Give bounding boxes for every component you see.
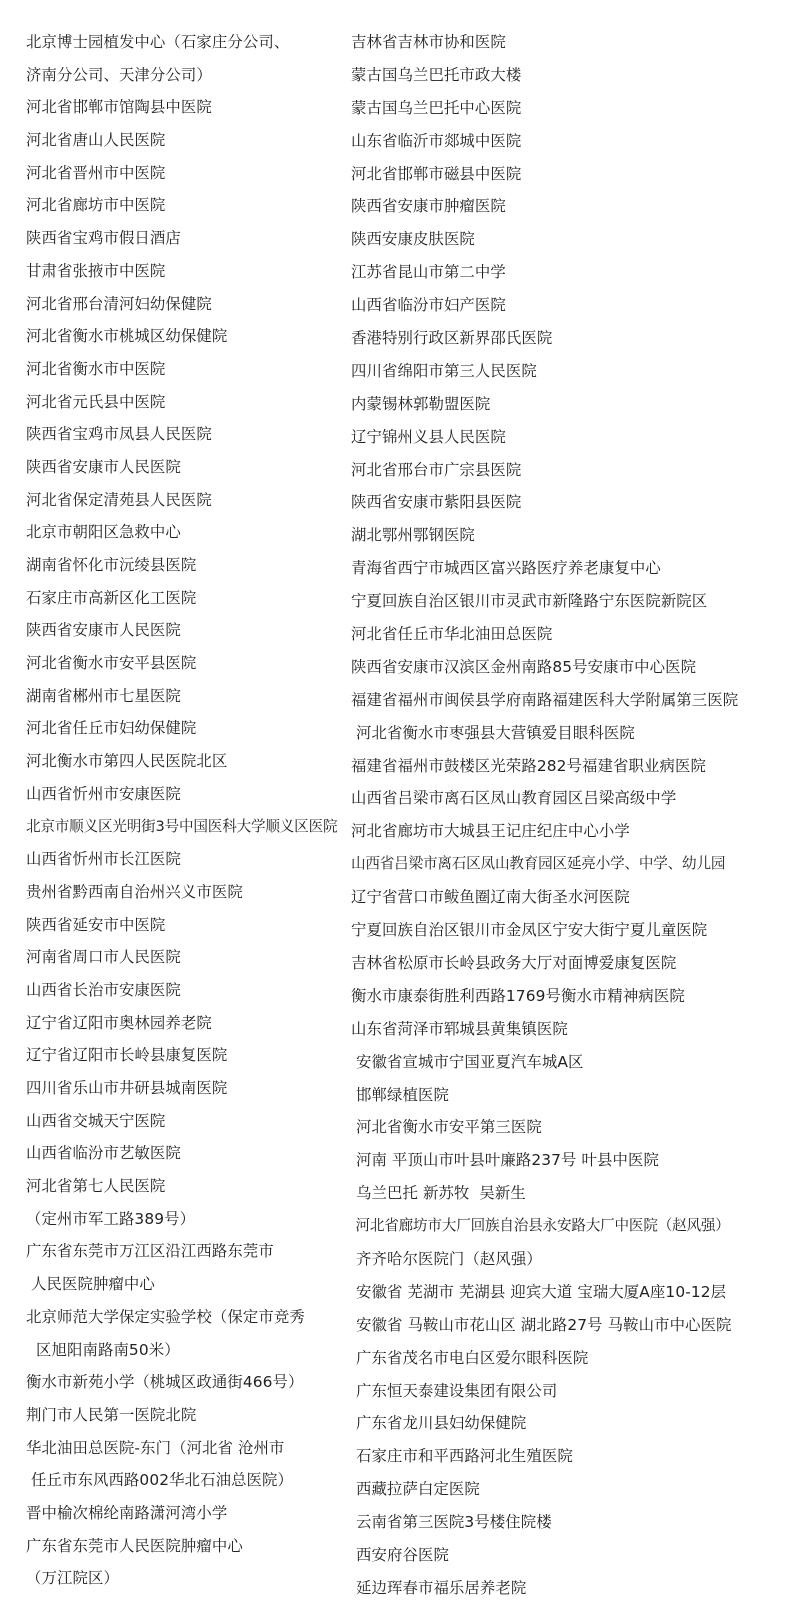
list-item: 福建省福州市鼓楼区光荣路282号福建省职业病医院: [351, 756, 706, 775]
list-item: 任丘市东风西路002华北石油总医院）: [26, 1471, 294, 1490]
list-item: 广东省东莞市万江区沿江西路东莞市: [26, 1242, 274, 1261]
list-item: 荆门市人民第一医院北院: [26, 1405, 197, 1424]
list-item: 蒙古国乌兰巴托市政大楼: [351, 65, 522, 84]
list-item: 河北衡水市第四人民医院北区: [26, 752, 228, 771]
list-item: 晋中榆次棉纶南路潇河湾小学: [26, 1503, 228, 1522]
list-item: 山西省忻州市安康医院: [26, 784, 181, 803]
list-item: 陕西安康皮肤医院: [351, 230, 475, 249]
list-item: 延边珲春市福乐居养老院: [351, 1578, 527, 1597]
list-item: 河北省邢台清河妇幼保健院: [26, 294, 212, 313]
list-item: 河北省邯郸市磁县中医院: [351, 164, 522, 183]
list-item: 陕西省安康市人民医院: [26, 457, 181, 476]
list-item: 石家庄市高新区化工医院: [26, 588, 197, 607]
list-item: 山西省临汾市妇产医院: [351, 296, 506, 315]
list-item: 陕西省宝鸡市凤县人民医院: [26, 425, 212, 444]
list-item: 衡水市新苑小学（桃城区政通街466号）: [26, 1373, 304, 1392]
list-item: 河北省任丘市妇幼保健院: [26, 719, 197, 738]
list-item: 蒙古国乌兰巴托中心医院: [351, 98, 522, 117]
list-item: 山西省吕梁市离石区凤山教育园区吕梁高级中学: [351, 789, 677, 808]
list-item: 甘肃省张掖市中医院: [26, 261, 166, 280]
list-item: 河北省唐山人民医院: [26, 131, 166, 150]
list-item: 陕西省延安市中医院: [26, 915, 166, 934]
list-item: 齐齐哈尔医院门（赵风强）: [351, 1249, 542, 1268]
list-item: 宁夏回族自治区银川市金凤区宁安大街宁夏儿童医院: [351, 921, 708, 940]
list-item: 河北省衡水市桃城区幼保健院: [26, 327, 228, 346]
list-item: 湖南省郴州市七星医院: [26, 686, 181, 705]
list-item: 山西省吕梁市离石区凤山教育园区延亮小学、中学、幼儿园: [351, 855, 726, 873]
list-item: 辽宁省辽阳市长岭县康复医院: [26, 1046, 228, 1065]
list-item: 北京市顺义区光明街3号中国医科大学顺义区医院: [26, 817, 338, 835]
list-item: 四川省乐山市井研县城南医院: [26, 1079, 228, 1097]
list-item: 安徽省 马鞍山市花山区 湖北路27号 马鞍山市中心医院: [351, 1315, 732, 1334]
list-item: 云南省第三医院3号楼住院楼: [351, 1513, 552, 1532]
list-item: 陕西省安康市紫阳县医院: [351, 493, 522, 512]
list-item: 河北省衡水市安平县医院: [26, 654, 197, 673]
list-item: 青海省西宁市城西区富兴路医疗养老康复中心: [351, 559, 661, 578]
list-item: 河北省保定清苑县人民医院: [26, 490, 212, 509]
list-item: 贵州省黔西南自治州兴义市医院: [26, 882, 243, 901]
list-item: 广东省东莞市人民医院肿瘤中心: [26, 1536, 243, 1555]
list-item: 河北省衡水市中医院: [26, 359, 166, 378]
list-item: 广东省龙川县妇幼保健院: [351, 1414, 527, 1433]
list-item: 河北省廊坊市大厂回族自治县永安路大厂中医院（赵风强）: [351, 1217, 730, 1235]
list-item: 乌兰巴托 新苏牧 吴新生: [351, 1184, 526, 1203]
list-item: 衡水市康泰街胜利西路1769号衡水市精神病医院: [351, 986, 685, 1005]
list-item: 安徽省宣城市宁国亚夏汽车城A区: [351, 1052, 584, 1071]
list-item: 北京师范大学保定实验学校（保定市竞秀: [26, 1307, 305, 1326]
list-item: 山东省菏泽市郓城县黄集镇医院: [351, 1019, 568, 1038]
list-item: 西安府谷医院: [351, 1545, 449, 1564]
list-item: 湖南省怀化市沅绫县医院: [26, 556, 197, 574]
list-item: 河北省廊坊市中医院: [26, 196, 166, 215]
list-item: 江苏省昆山市第二中学: [351, 263, 506, 282]
list-item: 河北省衡水市枣强县大营镇爱目眼科医院: [351, 723, 635, 742]
list-item: 山西省交城天宁医院: [26, 1111, 166, 1130]
list-item: 河北省邢台市广宗县医院: [351, 460, 522, 479]
list-item: 华北油田总医院-东门（河北省 沧州市: [26, 1438, 285, 1457]
list-item: 广东省茂名市电白区爱尔眼科医院: [351, 1348, 589, 1367]
list-item: 陕西省安康市人民医院: [26, 621, 181, 640]
list-item: 四川省绵阳市第三人民医院: [351, 361, 537, 380]
list-item: 山东省临沂市郯城中医院: [351, 131, 522, 150]
list-item: 河南 平顶山市叶县叶廉路237号 叶县中医院: [351, 1151, 659, 1170]
list-item: 陕西省安康市汉滨区金州南路85号安康市中心医院: [351, 657, 697, 676]
list-item: 宁夏回族自治区银川市灵武市新隆路宁东医院新院区: [351, 592, 708, 611]
list-item: 山西省临汾市艺敏医院: [26, 1144, 181, 1163]
list-item: 北京市朝阳区急救中心: [26, 523, 181, 542]
list-item: 湖北鄂州鄂钢医院: [351, 526, 475, 545]
list-item: 陕西省安康市肿瘤医院: [351, 197, 506, 216]
list-item: 辽宁锦州义县人民医院: [351, 427, 506, 446]
list-item: 安徽省 芜湖市 芜湖县 迎宾大道 宝瑞大厦A座10-12层: [351, 1282, 727, 1301]
list-item: 河北省元氏县中医院: [26, 392, 166, 411]
list-item: 吉林省吉林市协和医院: [351, 33, 506, 51]
list-item: 辽宁省营口市鲅鱼圈辽南大街圣水河医院: [351, 888, 630, 907]
list-item: 山西省长治市安康医院: [26, 980, 181, 999]
left-column: [26, 26, 336, 1595]
list-item: （定州市军工路389号）: [26, 1209, 196, 1228]
list-item: 河南省周口市人民医院: [26, 948, 181, 967]
list-item: 广东恒天泰建设集团有限公司: [351, 1381, 558, 1400]
list-item: 山西省忻州市长江医院: [26, 850, 181, 869]
list-item: 石家庄市和平西路河北生殖医院: [351, 1447, 573, 1466]
list-item: 香港特别行政区新界邵氏医院: [351, 329, 553, 348]
right-column: [351, 26, 796, 1605]
list-item: 河北省晋州市中医院: [26, 163, 166, 182]
list-item: 辽宁省辽阳市奥林园养老院: [26, 1013, 212, 1032]
list-item: 内蒙锡林郭勒盟医院: [351, 394, 491, 413]
list-item: 河北省任丘市华北油田总医院: [351, 625, 553, 644]
list-item: 邯郸绿植医院: [351, 1085, 449, 1104]
list-item: 西藏拉萨白定医院: [351, 1480, 480, 1499]
list-item: 河北省衡水市安平第三医院: [351, 1118, 542, 1137]
list-item: 吉林省松原市长岭县政务大厅对面博爱康复医院: [351, 953, 677, 972]
list-item: 河北省第七人民医院: [26, 1177, 166, 1196]
list-item: 济南分公司、天津分公司）: [26, 65, 212, 84]
list-item: 陕西省宝鸡市假日酒店: [26, 229, 181, 248]
list-item: 河北省廊坊市大城县王记庄纪庄中心小学: [351, 822, 630, 841]
list-item: 福建省福州市闽侯县学府南路福建医科大学附属第三医院: [351, 690, 739, 709]
list-item: 区旭阳南路南50米）: [26, 1340, 180, 1359]
list-item: 人民医院肿瘤中心: [26, 1275, 155, 1294]
list-item: 河北省邯郸市馆陶县中医院: [26, 98, 212, 117]
list-item: 北京博士园植发中心（石家庄分公司、: [26, 33, 290, 51]
list-item: （万江院区）: [26, 1569, 119, 1588]
